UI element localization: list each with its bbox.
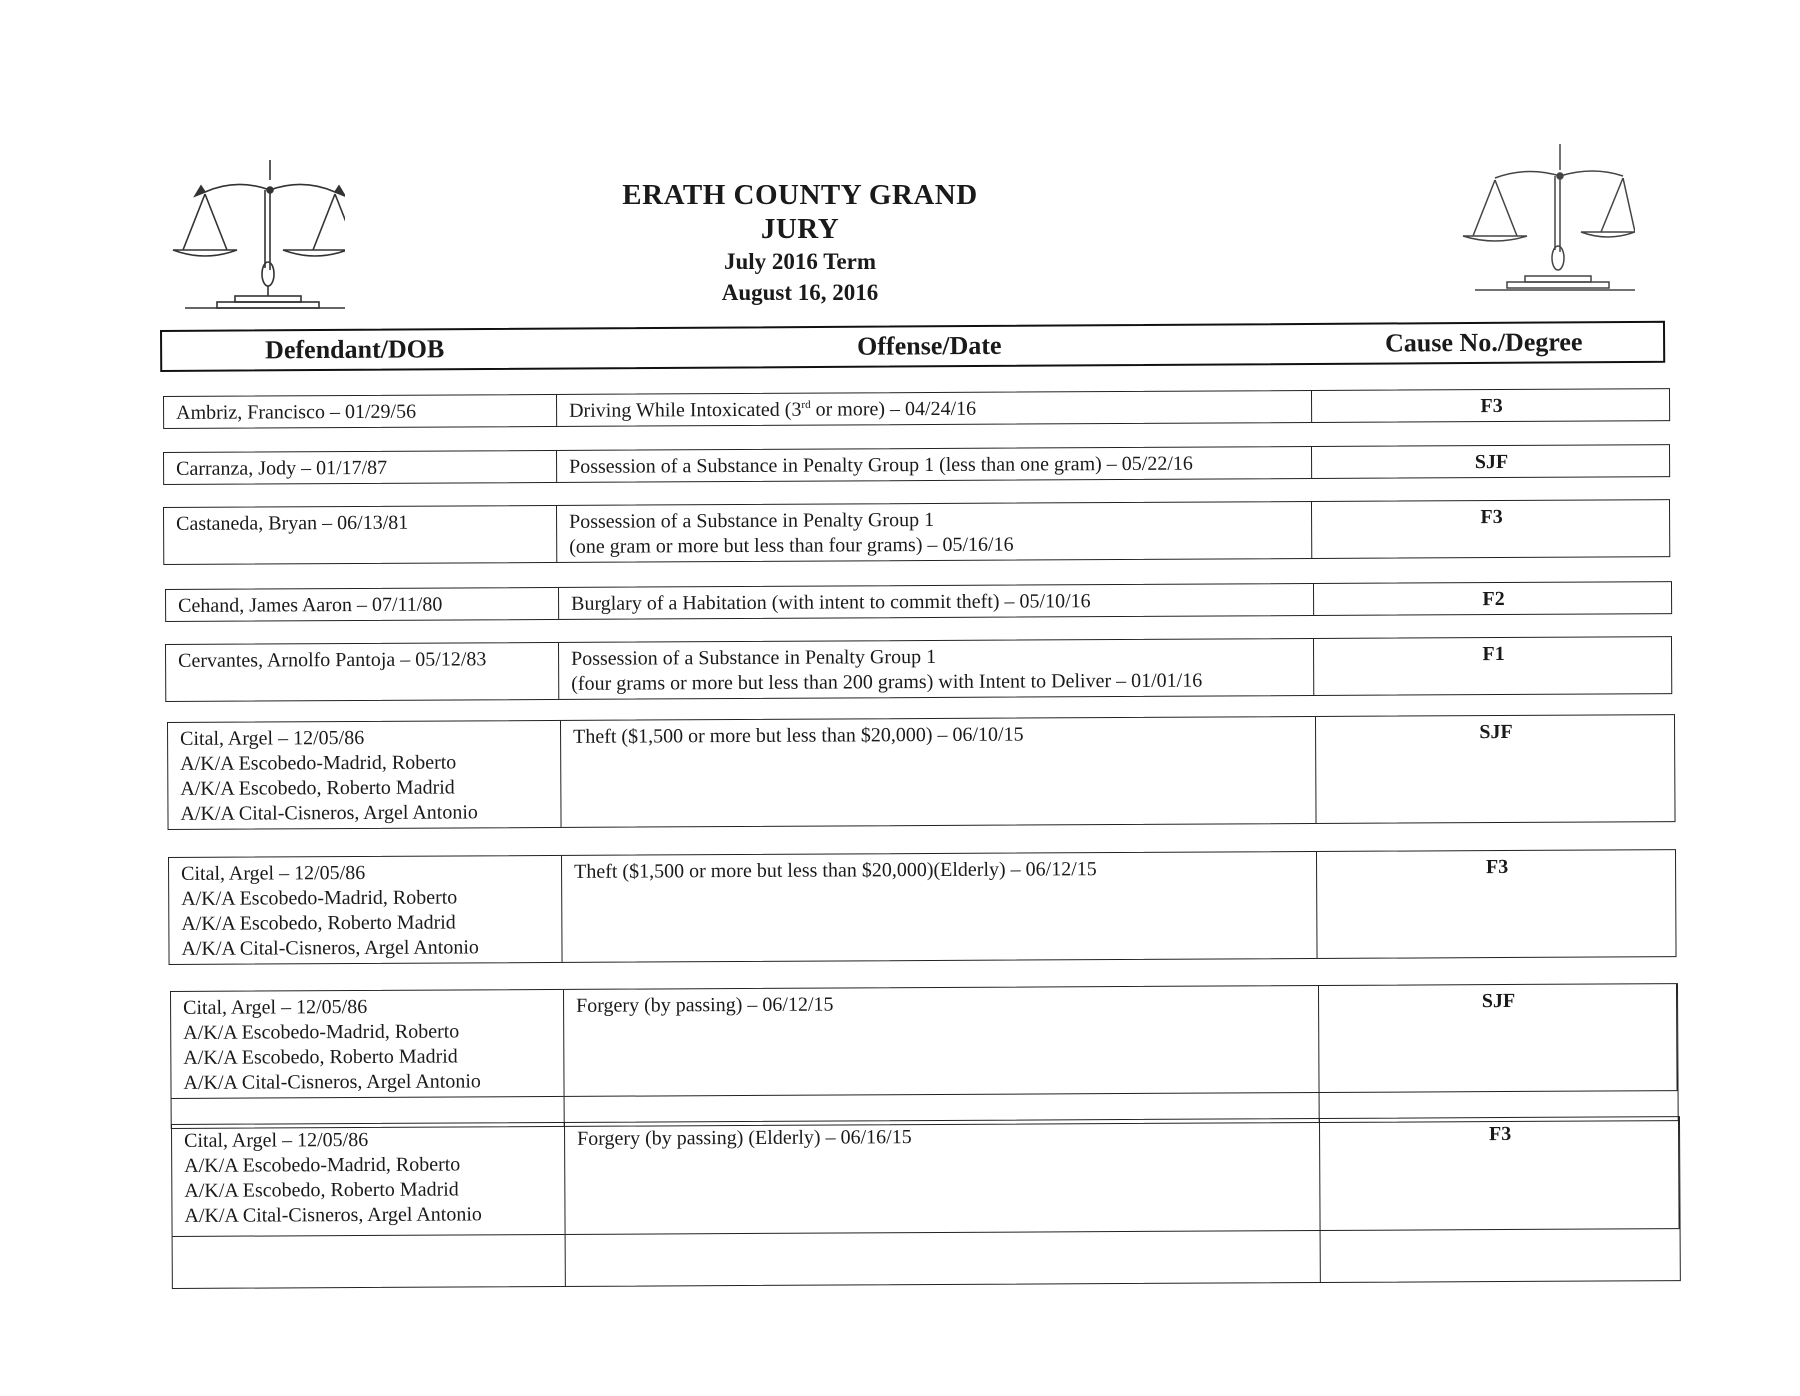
offense-text: Possession of a Substance in Penalty Group 1 (569, 508, 935, 533)
table-row (171, 1116, 1681, 1289)
alias: A/K/A Escobedo-Madrid, Roberto (183, 1020, 460, 1044)
offense-text: Forgery (by passing) (Elderly) – 06/16/15 (577, 1126, 912, 1150)
alias: A/K/A Escobedo-Madrid, Roberto (184, 1153, 461, 1177)
alias: A/K/A Cital-Cisneros, Argel Antonio (184, 1203, 482, 1227)
defendant-name: Cital, Argel – 12/05/86 (180, 726, 365, 750)
offense-cell (562, 852, 1318, 962)
offense-cell (565, 1119, 1321, 1234)
document-title: ERATH COUNTY GRAND JURY (622, 179, 978, 245)
defendant-name: Cervantes, Arnolfo Pantoja – 05/12/83 (178, 648, 487, 672)
defendant-cell (164, 395, 557, 428)
alias: A/K/A Escobedo-Madrid, Roberto (181, 886, 458, 910)
alias: A/K/A Cital-Cisneros, Argel Antonio (183, 1070, 481, 1094)
degree-cell: F3 (1320, 1117, 1680, 1230)
degree-cell: F3 (1480, 394, 1503, 418)
offense-text: Driving While Intoxicated (3rd or more) – 04/24/16 (569, 397, 977, 422)
offense-text: Theft ($1,500 or more but less than $20,000) – 06/10/15 (573, 723, 1024, 748)
alias: A/K/A Escobedo, Roberto Madrid (180, 776, 455, 800)
degree-cell: F3 (1480, 505, 1503, 529)
column-header-bar (160, 321, 1665, 372)
degree-cell: F2 (1482, 587, 1505, 611)
defendant-cell (166, 588, 559, 621)
column-header-defendant: Defendant/DOB (265, 334, 445, 365)
offense-cell (561, 717, 1317, 827)
table-row (163, 388, 1670, 429)
defendant-cell (164, 451, 557, 484)
scales-of-justice-icon (165, 150, 345, 315)
degree-cell: F3 (1485, 855, 1509, 879)
table-row (163, 499, 1670, 565)
offense-text: Theft ($1,500 or more but less than $20,000)(Elderly) – 06/12/15 (574, 858, 1097, 883)
term-label: July 2016 Term (723, 249, 877, 274)
offense-text: (one gram or more but less than four grams) – 05/16/16 (569, 533, 1014, 558)
defendant-name: Cital, Argel – 12/05/86 (181, 861, 366, 885)
table-row (163, 444, 1670, 485)
offense-text: Possession of a Substance in Penalty Group 1 (571, 645, 937, 670)
degree-cell: SJF (1319, 984, 1678, 1092)
degree-cell: SJF (1474, 450, 1509, 474)
blank-row (173, 1228, 1680, 1288)
degree-cell: SJF (1479, 720, 1513, 744)
column-header-cause: Cause No./Degree (1385, 327, 1583, 358)
offense-text: Forgery (by passing) – 06/12/15 (576, 993, 834, 1017)
alias: A/K/A Escobedo, Roberto Madrid (183, 1045, 458, 1069)
alias: A/K/A Escobedo, Roberto Madrid (184, 1178, 459, 1202)
defendant-cell (164, 506, 557, 564)
table-row (165, 636, 1672, 702)
table-row (167, 714, 1676, 830)
offense-text: Burglary of a Habitation (with intent to commit theft) – 05/10/16 (571, 590, 1091, 615)
offense-text: (four grams or more but less than 200 grams) with Intent to Deliver – 01/01/16 (571, 669, 1203, 695)
offense-text: Possession of a Substance in Penalty Group 1 (less than one gram) – 05/22/16 (569, 452, 1193, 478)
alias: A/K/A Escobedo, Roberto Madrid (181, 911, 456, 935)
offense-cell (564, 986, 1320, 1096)
defendant-name: Cehand, James Aaron – 07/11/80 (178, 593, 443, 617)
column-header-offense: Offense/Date (857, 330, 1002, 361)
offense-cell (557, 502, 1312, 562)
document-date: August 16, 2016 (721, 280, 879, 305)
offense-cell (559, 584, 1314, 619)
offense-cell (559, 639, 1314, 699)
table-row (170, 983, 1679, 1129)
defendant-cell (172, 1123, 566, 1236)
alias: A/K/A Escobedo-Madrid, Roberto (180, 751, 457, 775)
defendant-cell (166, 643, 559, 701)
defendant-name: Cital, Argel – 12/05/86 (183, 995, 368, 1019)
scales-of-justice-icon (1455, 140, 1635, 305)
defendant-cell (171, 990, 565, 1098)
defendant-name: Carranza, Jody – 01/17/87 (176, 456, 388, 480)
defendant-cell (168, 721, 562, 829)
table-row (165, 581, 1672, 622)
degree-cell: F1 (1482, 642, 1505, 666)
defendant-name: Castaneda, Bryan – 06/13/81 (176, 511, 409, 535)
document-title-block (600, 178, 1000, 308)
defendant-name: Cital, Argel – 12/05/86 (184, 1128, 369, 1152)
table-row (168, 849, 1677, 965)
offense-cell (557, 447, 1312, 482)
defendant-name: Ambriz, Francisco – 01/29/56 (176, 400, 417, 424)
defendant-cell (169, 856, 563, 964)
offense-cell (557, 391, 1312, 426)
alias: A/K/A Cital-Cisneros, Argel Antonio (181, 936, 479, 960)
alias: A/K/A Cital-Cisneros, Argel Antonio (180, 801, 478, 825)
